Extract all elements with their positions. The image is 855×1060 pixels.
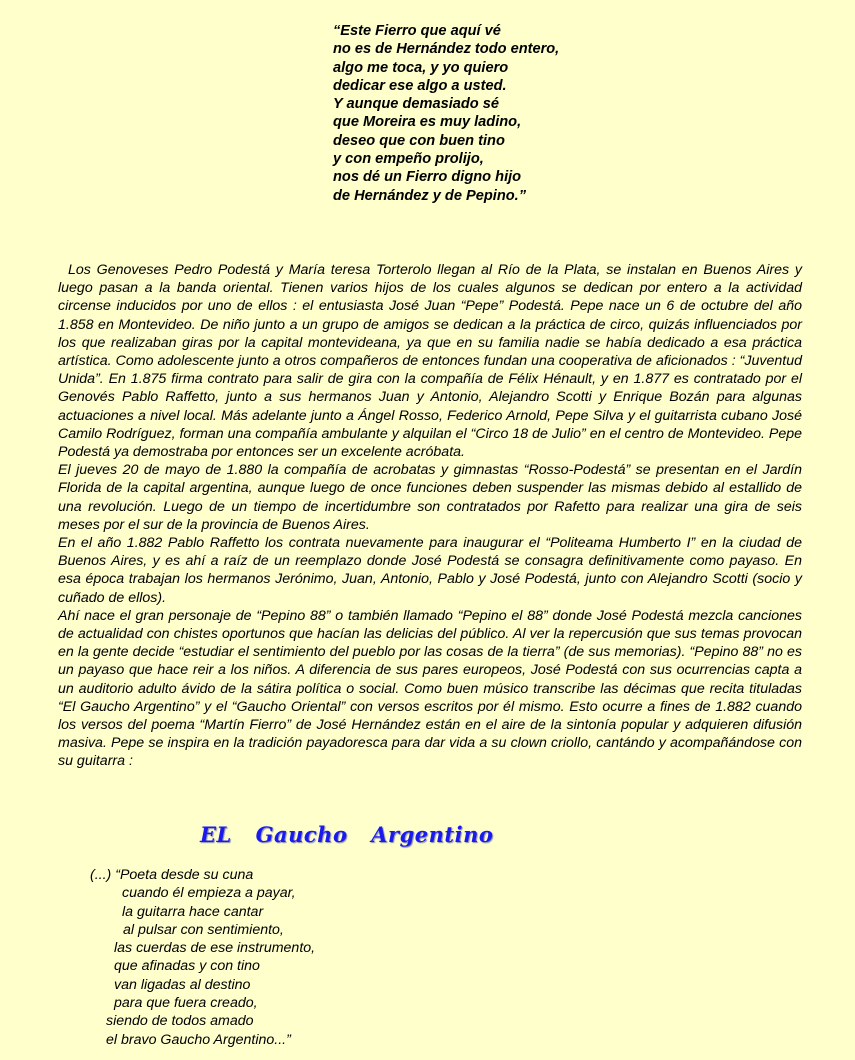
poem-line: Y aunque demasiado sé xyxy=(333,96,499,113)
poem-line: la guitarra hace cantar xyxy=(122,903,264,920)
poem-line: van ligadas al destino xyxy=(114,976,251,993)
poem-line: cuando él empieza a payar, xyxy=(122,885,296,902)
poem-line: que Moreira es muy ladino, xyxy=(333,114,522,131)
poem-line: y con empeño prolijo, xyxy=(333,151,484,168)
song-title: EL Gaucho Argentino xyxy=(200,822,494,847)
paragraph: Los Genoveses Pedro Podestá y María teresa Torterolo llegan al Río de la Plata, se instalan en Buenos Aires y luego pasan a la banda oriental. Tienen varios hijos de los cuales algunos se dedican por entero a la actividad circense inducidos por uno de ellos : el entusiasta José Juan “Pepe” Podestá. Pepe nace un 6 de octubre del año 1.858 en Montevideo. De niño junto a un grupo de amigos se dedican a la práctica de circo, quizás influenciados por los que realizaban giras por la capital montevideana, ya que en su familia nadie se había dedicado a esa práctica artística. Como adolescente junto a otros compañeros de entonces fundan una cooperativa de aficionados : “Juventud Unida”. En 1.875 firma contrato para salir de gira con la compañía de Félix Hénault, y en 1.877 es contratado por el Genovés Pablo Raffetto, junto a sus hermanos Juan y Antonio, Alejandro Scotti y Enrique Bozán para algunas actuaciones a nivel local. Más adelante junto a Ángel Rosso, Federico Arnold, Pepe Silva y el guitarrista cubano José Camilo Rodríguez, forman una compañía ambulante y alquilan el “Circo 18 de Julio” en el centro de Montevideo. Pepe Podestá ya demostraba por entonces ser un excelente acróbata. xyxy=(58,262,802,461)
epigraph-poem xyxy=(333,22,633,205)
poem-line: (...) “Poeta desde su cuna xyxy=(90,867,254,883)
poem-line: dedicar ese algo a usted. xyxy=(333,77,507,94)
poem-line: el bravo Gaucho Argentino...” xyxy=(106,1031,291,1048)
poem-line: para que fuera creado, xyxy=(114,995,258,1012)
poem-line: no es de Hernández todo entero, xyxy=(333,41,560,58)
poem-line: las cuerdas de ese instrumento, xyxy=(114,940,316,957)
paragraph: Ahí nace el gran personaje de “Pepino 88” o también llamado “Pepino el 88” donde José Podestá mezcla canciones de actualidad con chistes oportunos que hacían las delicias del público. Al ver la repercusión que sus temas provocan en la gente decide “estudiar el sentimiento del pueblo por las cosas de la tierra” (de sus memorias). “Pepino 88” no es un payaso que hace reir a los niños. A diferencia de sus pares europeos, José Podestá con sus ocurrencias capta a un auditorio adulto ávido de la sátira política o social. Como buen músico transcribe las décimas que recita tituladas “El Gaucho Argentino” y el “Gaucho Oriental” con versos escritos por él mismo. Esto ocurre a fines de 1.882 cuando los versos del poema “Martín Fierro” de José Hernández están en el aire de la sintonía popular y adquieren difusión masiva. Pepe se inspira en la tradición payadoresca para dar vida a su clown criollo, cantándo y acompañándose con su guitarra : xyxy=(58,607,802,770)
poem-line: al pulsar con sentimiento, xyxy=(123,921,284,938)
poem-line: que afinadas y con tino xyxy=(114,958,260,975)
poem-line: “Este Fierro que aquí vé xyxy=(333,23,501,39)
poem-line: siendo de todos amado xyxy=(106,1013,254,1030)
poem-line: nos dé un Fierro digno hijo xyxy=(333,169,522,186)
paragraph: En el año 1.882 Pablo Raffetto los contrata nuevamente para inaugurar el “Politeama Humberto I” en la ciudad de Buenos Aires, y es ahí a raíz de un reemplazo donde José Podestá se consagra definitivamente como payaso. En esa época trabajan los hermanos Jerónimo, Juan, Antonio, Pablo y José Podestá, junto con Alejandro Scotti (socio y cuñado de ellos). xyxy=(58,535,802,606)
poem-line: deseo que con buen tino xyxy=(333,132,505,149)
article-body xyxy=(58,261,802,771)
paragraph: El jueves 20 de mayo de 1.880 la compañía de acrobatas y gimnastas “Rosso-Podestá” se presentan en el Jardín Florida de la capital argentina, aunque luego de once funciones deben suspender las mismas debido al estallido de una revolución. Luego de un tiempo de incertidumbre son contratados por Rafetto para realizar una gira de seis meses por el sur de la provincia de Buenos Aires. xyxy=(58,462,802,533)
poem-line: algo me toca, y yo quiero xyxy=(333,59,509,76)
song-poem xyxy=(90,866,315,1049)
poem-line: de Hernández y de Pepino.” xyxy=(333,187,527,204)
